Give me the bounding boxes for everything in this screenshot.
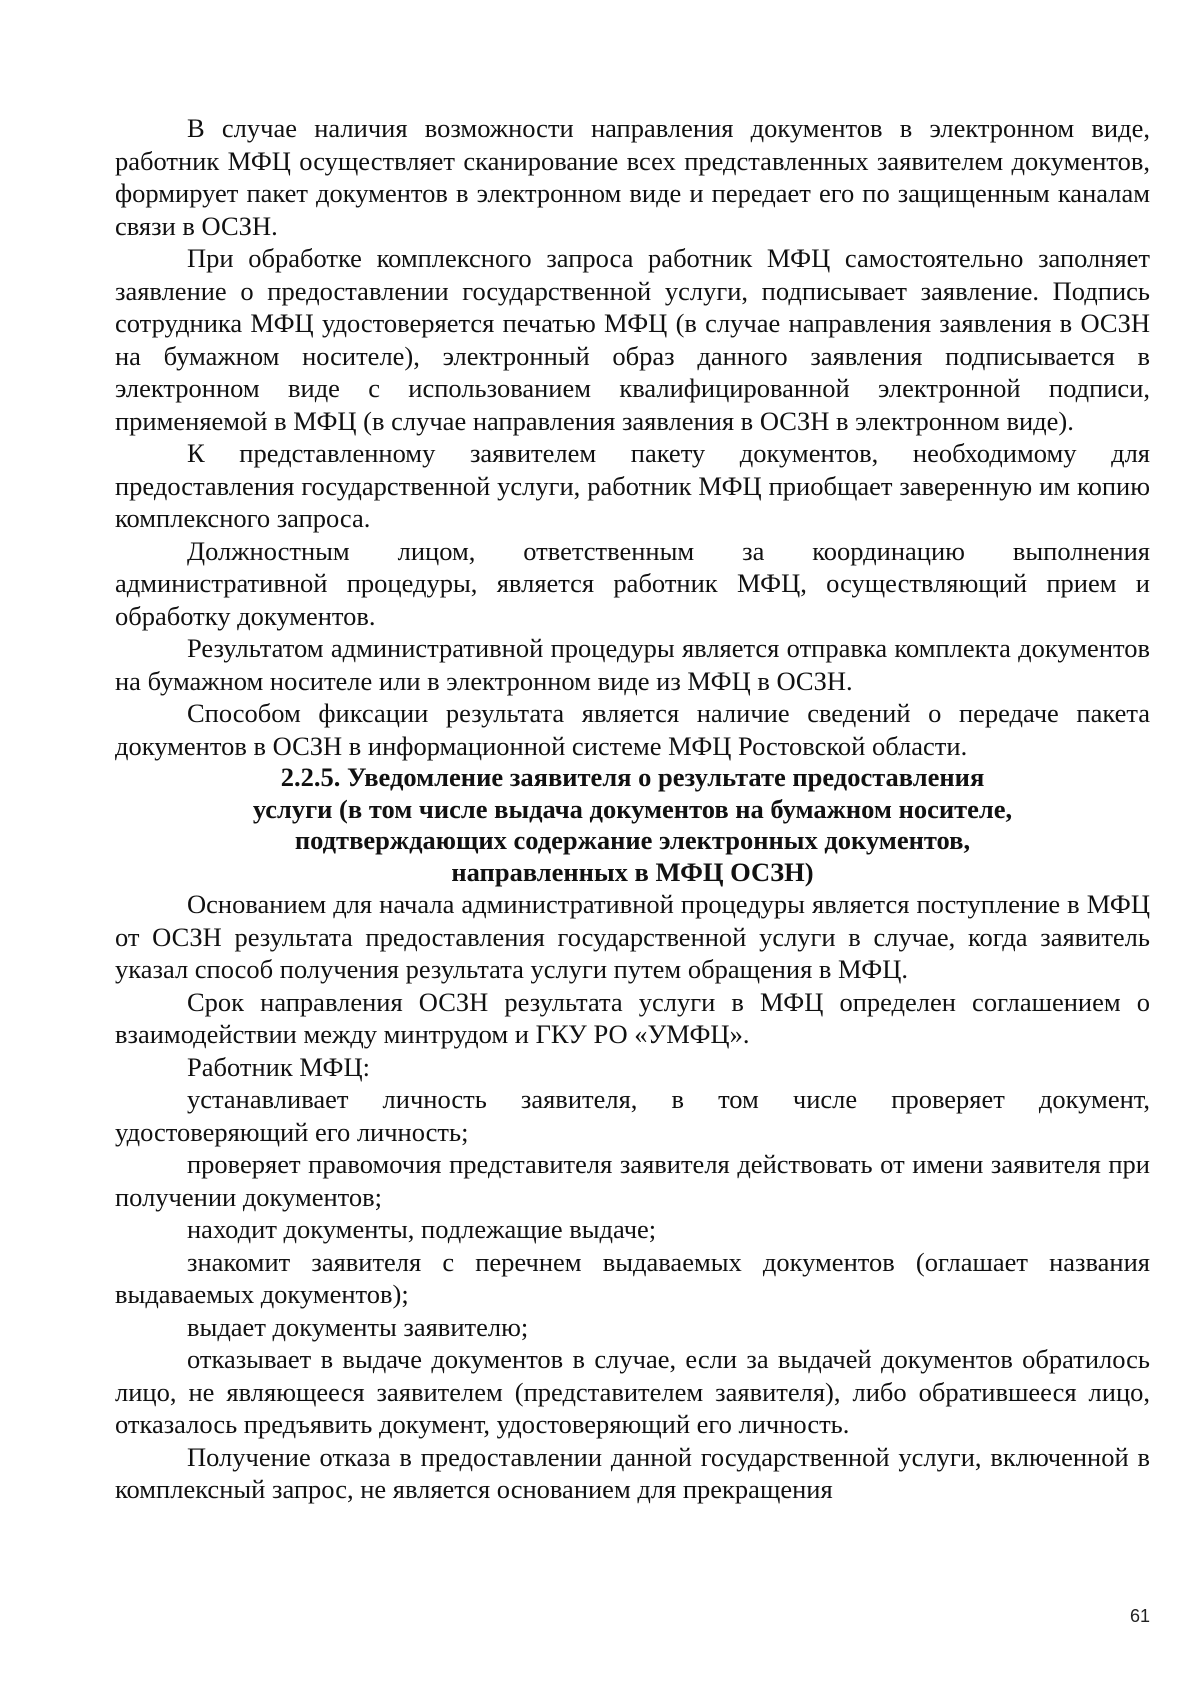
list-item: находит документы, подлежащие выдаче; [187,1214,657,1244]
body-paragraph: Работник МФЦ: [187,1051,370,1082]
page-number: 61 [1129,1606,1150,1626]
body-paragraph: Получение отказа в предоставлении данной государственной услуги, включенной в комплексный запрос, не является основанием для прекращения [115,1441,1150,1504]
body-paragraph: Способом фиксации результата является наличие сведений о передаче пакета документов в ОСЗН в информационной системе МФЦ Ростовской области. [115,698,1150,761]
body-paragraph: К представленному заявителем пакету документов, необходимому для предоставления государственной услуги, работник МФЦ приобщает заверенную им копию комплексного запроса. [115,438,1150,533]
list-item: выдает документы заявителю; [187,1311,529,1342]
body-paragraph: Основанием для начала административной процедуры является поступление в МФЦ от ОСЗН результата предоставления государственной услуги в случае, когда заявитель указал способ получения результата услуги путем обращения в МФЦ. [115,889,1150,984]
body-paragraph: При обработке комплексного запроса работник МФЦ самостоятельно заполняет заявление о предоставлении государственной услуги, подписывает заявление. Подпись сотрудника МФЦ удостоверяется печатью МФЦ (в случае направления заявления в ОСЗН на бумажном носителе), электронный образ данного заявления подписывается в электронном виде с использованием квалифицированной электронной подписи, применяемой в МФЦ (в случае направления заявления в ОСЗН в электронном виде). [115,243,1150,436]
list-item: отказывает в выдаче документов в случае, если за выдачей документов обратилось лицо, не являющееся заявителем (представителем заявителя), либо обратившееся лицо, отказалось предъявить документ, удостоверяющий его личность. [115,1344,1150,1439]
section-heading [115,762,1150,888]
body-paragraph: Срок направления ОСЗН результата услуги в МФЦ определен соглашением о взаимодействии между минтрудом и ГКУ РО «УМФЦ». [115,986,1150,1049]
document-page [115,112,1150,1506]
section-heading-line: подтверждающих содержание электронных документов, [294,825,971,855]
section-heading-line: услуги (в том числе выдача документов на бумажном носителе, [252,793,1013,824]
body-paragraph: Результатом административной процедуры является отправка комплекта документов на бумажном носителе или в электронном виде из МФЦ в ОСЗН. [115,633,1150,696]
section-heading-line: 2.2.5. Уведомление заявителя о результате предоставления [280,762,985,792]
list-item: знакомит заявителя с перечнем выдаваемых документов (оглашает названия выдаваемых документов); [115,1246,1150,1309]
section-heading-line: направленных в МФЦ ОСЗН) [451,856,814,887]
body-paragraph: Должностным лицом, ответственным за координацию выполнения административной процедуры, является работник МФЦ, осуществляющий прием и обработку документов. [115,535,1150,631]
list-item: устанавливает личность заявителя, в том числе проверяет документ, удостоверяющий его личность; [115,1084,1150,1147]
body-paragraph: В случае наличия возможности направления документов в электронном виде, работник МФЦ осуществляет сканирование всех представленных заявителем документов, формирует пакет документов в электронном виде и передает его по защищенным каналам связи в ОСЗН. [115,113,1150,241]
list-item: проверяет правомочия представителя заявителя действовать от имени заявителя при получении документов; [115,1149,1150,1212]
